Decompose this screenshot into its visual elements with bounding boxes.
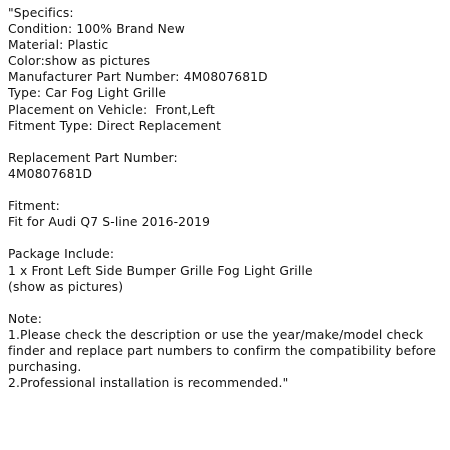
replacement-part-number: 4M0807681D	[8, 166, 93, 181]
replacement-heading: Replacement Part Number:	[8, 150, 178, 165]
spec-fitment-type: Fitment Type: Direct Replacement	[8, 118, 222, 133]
spacer	[8, 295, 444, 311]
product-description	[8, 5, 444, 391]
spacer	[8, 134, 444, 150]
spec-manufacturer-part-number: Manufacturer Part Number: 4M0807681D	[8, 70, 268, 85]
package-item-note: (show as pictures)	[8, 279, 124, 294]
note-line: finder and replace part numbers to confirm the compatibility before	[8, 343, 437, 358]
package-item: 1 x Front Left Side Bumper Grille Fog Light Grille	[8, 263, 313, 278]
note-heading: Note:	[8, 311, 43, 326]
note-line: 1.Please check the description or use the year/make/model check	[8, 327, 424, 342]
spec-condition: Condition: 100% Brand New	[8, 22, 185, 37]
spec-color: Color:show as pictures	[8, 54, 151, 69]
spec-type: Type: Car Fog Light Grille	[8, 86, 167, 101]
spec-placement: Placement on Vehicle: Front,Left	[8, 102, 216, 117]
package-heading: Package Include:	[8, 247, 115, 262]
note-line: purchasing.	[8, 360, 82, 375]
note-line: 2.Professional installation is recommended."	[8, 376, 289, 391]
fitment-heading: Fitment:	[8, 199, 60, 214]
spec-material: Material: Plastic	[8, 38, 109, 53]
specifics-heading: "Specifics:	[8, 6, 74, 20]
fitment-value: Fit for Audi Q7 S-line 2016-2019	[8, 215, 211, 230]
spacer	[8, 182, 444, 198]
spacer	[8, 230, 444, 246]
